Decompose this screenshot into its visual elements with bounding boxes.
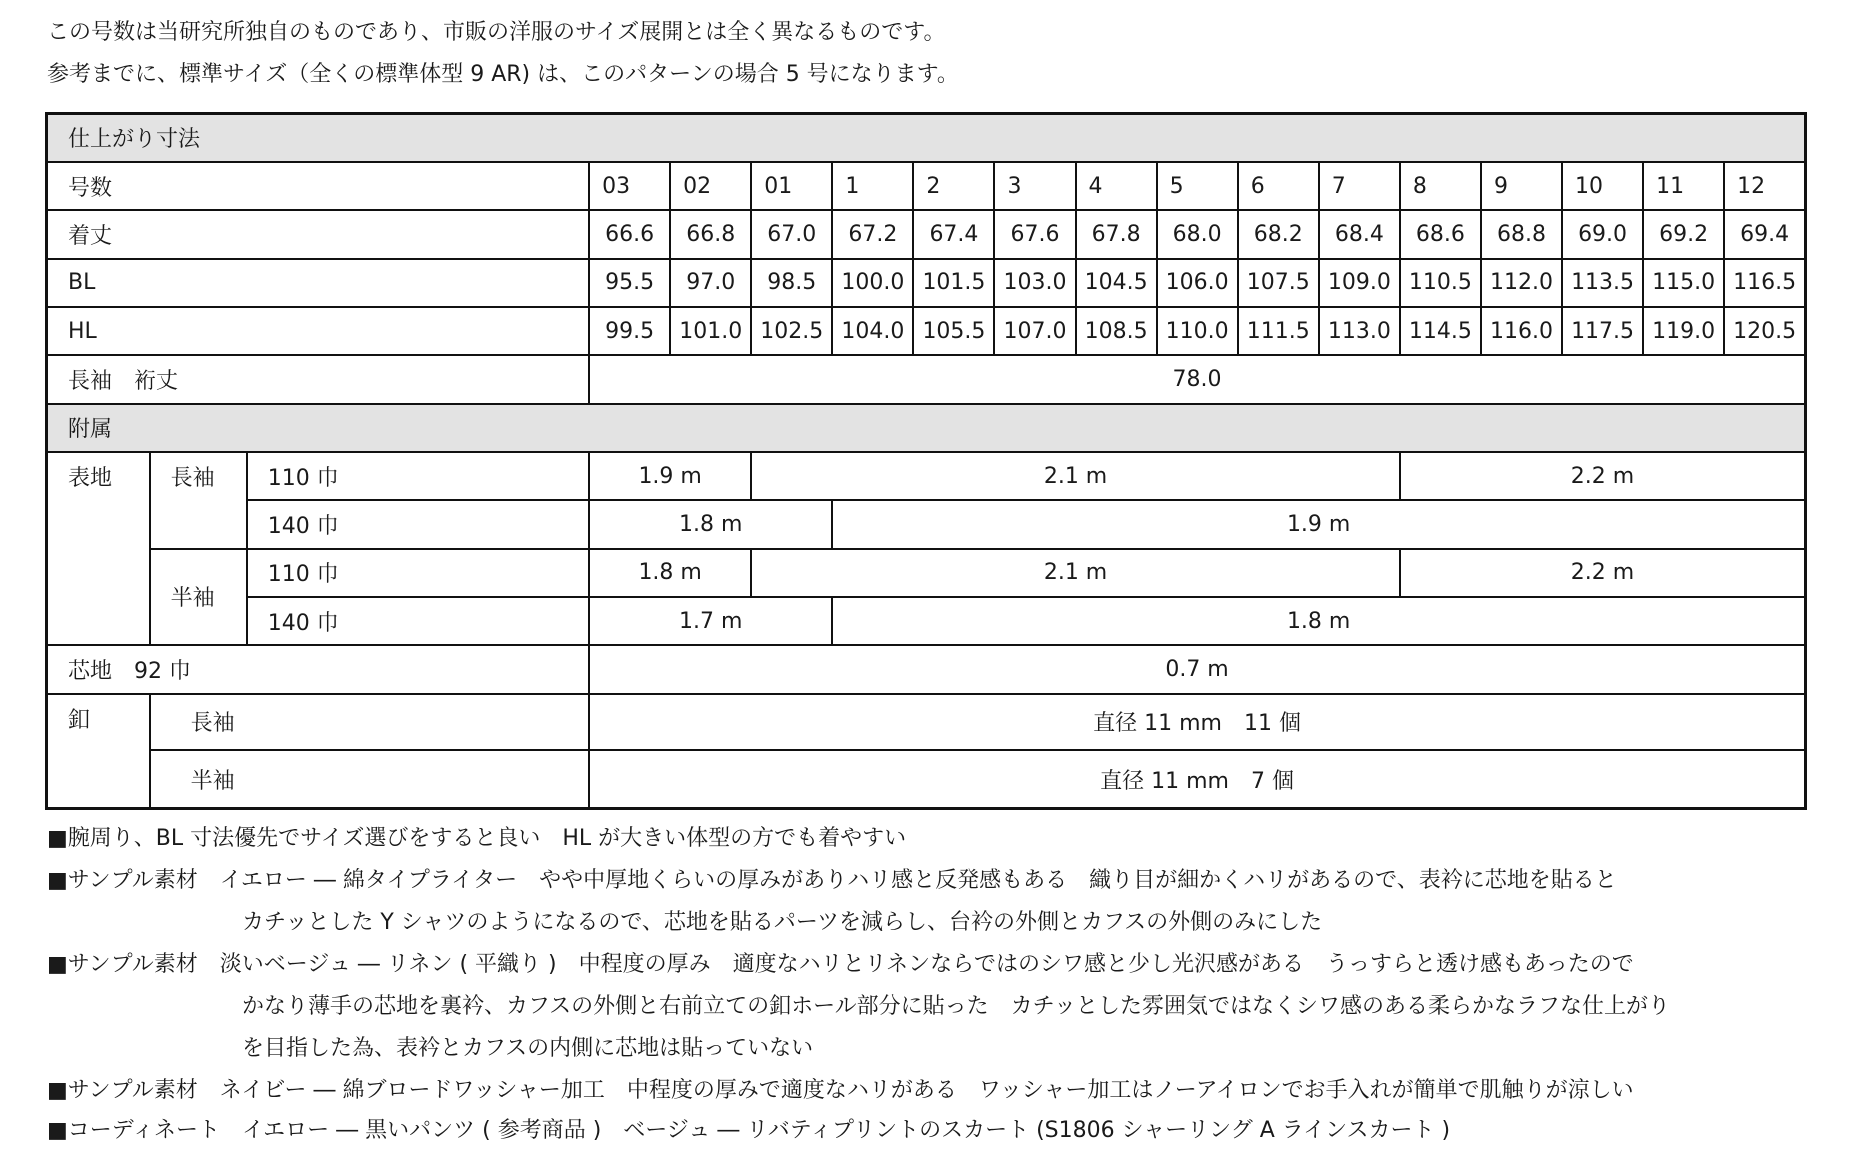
- button-label: 釦: [47, 694, 150, 809]
- button-short-row: [47, 750, 1806, 808]
- value-cell: 115.0: [1643, 259, 1724, 307]
- size-cell: 7: [1319, 162, 1400, 210]
- note-coordinate: ■コーディネート イエロー ― 黒いパンツ ( 参考商品 ) ベージュ ― リバティプリントのスカート (S1806 シャーリング A ラインスカート ): [47, 1118, 1451, 1143]
- size-cell: 1: [832, 162, 913, 210]
- value-cell: 119.0: [1643, 307, 1724, 355]
- size-cell: 03: [589, 162, 670, 210]
- value-cell: 98.5: [751, 259, 832, 307]
- note-sample-beige-cont: かなり薄手の芯地を裏衿、カフスの外側と右前立ての釦ホール部分に貼った カチッとした雰囲気ではなくシワ感のある柔らかなラフな仕上がり: [242, 994, 1671, 1019]
- size-cell: 5: [1157, 162, 1238, 210]
- fabric-amount: 2.1 m: [751, 452, 1400, 500]
- value-cell: 67.2: [832, 210, 913, 258]
- fabric-amount: 2.1 m: [751, 549, 1400, 597]
- size-cell: 10: [1562, 162, 1643, 210]
- value-cell: 67.0: [751, 210, 832, 258]
- value-cell: 67.8: [1076, 210, 1157, 258]
- long-sleeve-label: 長袖: [150, 452, 247, 549]
- value-cell: 114.5: [1400, 307, 1481, 355]
- value-cell: 95.5: [589, 259, 670, 307]
- width-110-label: 110 巾: [247, 549, 589, 597]
- width-140-label: 140 巾: [247, 597, 589, 645]
- size-cell: 8: [1400, 162, 1481, 210]
- row-label-length: 着丈: [47, 210, 590, 258]
- value-cell: 68.6: [1400, 210, 1481, 258]
- button-long-label: 長袖: [150, 694, 589, 750]
- intro-line-2: 参考までに、標準サイズ（全くの標準体型 9 AR) は、このパターンの場合 5 号になります。: [47, 62, 959, 87]
- fabric-label: 表地: [47, 452, 150, 645]
- note-sample-beige-cont-2: を目指した為、表衿とカフスの内側に芯地は貼っていない: [242, 1036, 814, 1061]
- value-cell: 69.2: [1643, 210, 1724, 258]
- button-long-row: [47, 694, 1806, 750]
- size-header-row: [47, 162, 1806, 210]
- fabric-amount: 1.8 m: [589, 500, 832, 548]
- value-cell: 116.0: [1481, 307, 1562, 355]
- button-short-value: 直径 11 mm 7 個: [589, 750, 1805, 808]
- value-cell: 107.0: [994, 307, 1075, 355]
- length-row: [47, 210, 1806, 258]
- value-cell: 117.5: [1562, 307, 1643, 355]
- note-fit: ■腕周り、BL 寸法優先でサイズ選びをすると良い HL が大きい体型の方でも着やすい: [47, 826, 907, 851]
- note-sample-yellow: ■サンプル素材 イエロー ― 綿タイプライター やや中厚地くらいの厚みがありハリ感と反発感もある 織り目が細かくハリがあるので、表衿に芯地を貼ると: [47, 868, 1617, 893]
- value-cell: 120.5: [1724, 307, 1805, 355]
- value-cell: 102.5: [751, 307, 832, 355]
- interfacing-value: 0.7 m: [589, 645, 1805, 693]
- value-cell: 69.0: [1562, 210, 1643, 258]
- fabric-long-140-row: [47, 500, 1806, 548]
- value-cell: 106.0: [1157, 259, 1238, 307]
- fabric-long-110-row: [47, 452, 1806, 500]
- fabric-amount: 2.2 m: [1400, 452, 1806, 500]
- sleeve-length-value: 78.0: [589, 355, 1805, 403]
- value-cell: 108.5: [1076, 307, 1157, 355]
- value-cell: 113.5: [1562, 259, 1643, 307]
- section-heading-accessories: 附属: [47, 404, 1806, 452]
- value-cell: 104.5: [1076, 259, 1157, 307]
- section-row-finish: [47, 114, 1806, 162]
- value-cell: 107.5: [1238, 259, 1319, 307]
- size-cell: 01: [751, 162, 832, 210]
- value-cell: 112.0: [1481, 259, 1562, 307]
- row-label-hl: HL: [47, 307, 590, 355]
- value-cell: 101.5: [913, 259, 994, 307]
- size-cell: 2: [913, 162, 994, 210]
- size-cell: 3: [994, 162, 1075, 210]
- value-cell: 66.8: [670, 210, 751, 258]
- value-cell: 66.6: [589, 210, 670, 258]
- section-row-accessories: [47, 404, 1806, 452]
- size-cell: 11: [1643, 162, 1724, 210]
- size-spec-table: [45, 112, 1807, 810]
- button-short-label: 半袖: [150, 750, 589, 808]
- short-sleeve-label: 半袖: [150, 549, 247, 646]
- intro-line-1: この号数は当研究所独自のものであり、市販の洋服のサイズ展開とは全く異なるものです。: [47, 20, 946, 45]
- size-cell: 02: [670, 162, 751, 210]
- interfacing-label: 芯地 92 巾: [47, 645, 590, 693]
- note-sample-yellow-cont: カチッとした Y シャツのようになるので、芯地を貼るパーツを減らし、台衿の外側とカフスの外側のみにした: [242, 910, 1323, 935]
- value-cell: 105.5: [913, 307, 994, 355]
- note-sample-beige: ■サンプル素材 淡いベージュ ― リネン ( 平織り ) 中程度の厚み 適度なハリとリネンならではのシワ感と少し光沢感がある うっすらと透け感もあったので: [47, 952, 1634, 977]
- value-cell: 67.4: [913, 210, 994, 258]
- value-cell: 101.0: [670, 307, 751, 355]
- width-140-label: 140 巾: [247, 500, 589, 548]
- fabric-amount: 1.9 m: [832, 500, 1805, 548]
- fabric-amount: 1.8 m: [832, 597, 1805, 645]
- interfacing-row: [47, 645, 1806, 693]
- fabric-short-140-row: [47, 597, 1806, 645]
- value-cell: 67.6: [994, 210, 1075, 258]
- value-cell: 68.4: [1319, 210, 1400, 258]
- fabric-amount: 1.7 m: [589, 597, 832, 645]
- value-cell: 100.0: [832, 259, 913, 307]
- fabric-short-110-row: [47, 549, 1806, 597]
- value-cell: 104.0: [832, 307, 913, 355]
- size-cell: 12: [1724, 162, 1805, 210]
- hip-row: [47, 307, 1806, 355]
- size-cell: 6: [1238, 162, 1319, 210]
- value-cell: 113.0: [1319, 307, 1400, 355]
- value-cell: 69.4: [1724, 210, 1805, 258]
- fabric-amount: 1.9 m: [589, 452, 751, 500]
- note-sample-navy: ■サンプル素材 ネイビー ― 綿ブロードワッシャー加工 中程度の厚みで適度なハリがある ワッシャー加工はノーアイロンでお手入れが簡単で肌触りが涼しい: [47, 1078, 1634, 1103]
- value-cell: 103.0: [994, 259, 1075, 307]
- size-cell: 4: [1076, 162, 1157, 210]
- value-cell: 68.0: [1157, 210, 1238, 258]
- row-label-sleeve-length: 長袖 裄丈: [47, 355, 590, 403]
- value-cell: 109.0: [1319, 259, 1400, 307]
- value-cell: 68.2: [1238, 210, 1319, 258]
- width-110-label: 110 巾: [247, 452, 589, 500]
- value-cell: 68.8: [1481, 210, 1562, 258]
- value-cell: 99.5: [589, 307, 670, 355]
- row-label-bl: BL: [47, 259, 590, 307]
- button-long-value: 直径 11 mm 11 個: [589, 694, 1805, 750]
- bust-row: [47, 259, 1806, 307]
- section-heading-finish: 仕上がり寸法: [47, 114, 1806, 162]
- size-cell: 9: [1481, 162, 1562, 210]
- value-cell: 97.0: [670, 259, 751, 307]
- fabric-amount: 1.8 m: [589, 549, 751, 597]
- value-cell: 116.5: [1724, 259, 1805, 307]
- fabric-amount: 2.2 m: [1400, 549, 1806, 597]
- sleeve-length-row: [47, 355, 1806, 403]
- value-cell: 111.5: [1238, 307, 1319, 355]
- size-label: 号数: [47, 162, 590, 210]
- value-cell: 110.5: [1400, 259, 1481, 307]
- value-cell: 110.0: [1157, 307, 1238, 355]
